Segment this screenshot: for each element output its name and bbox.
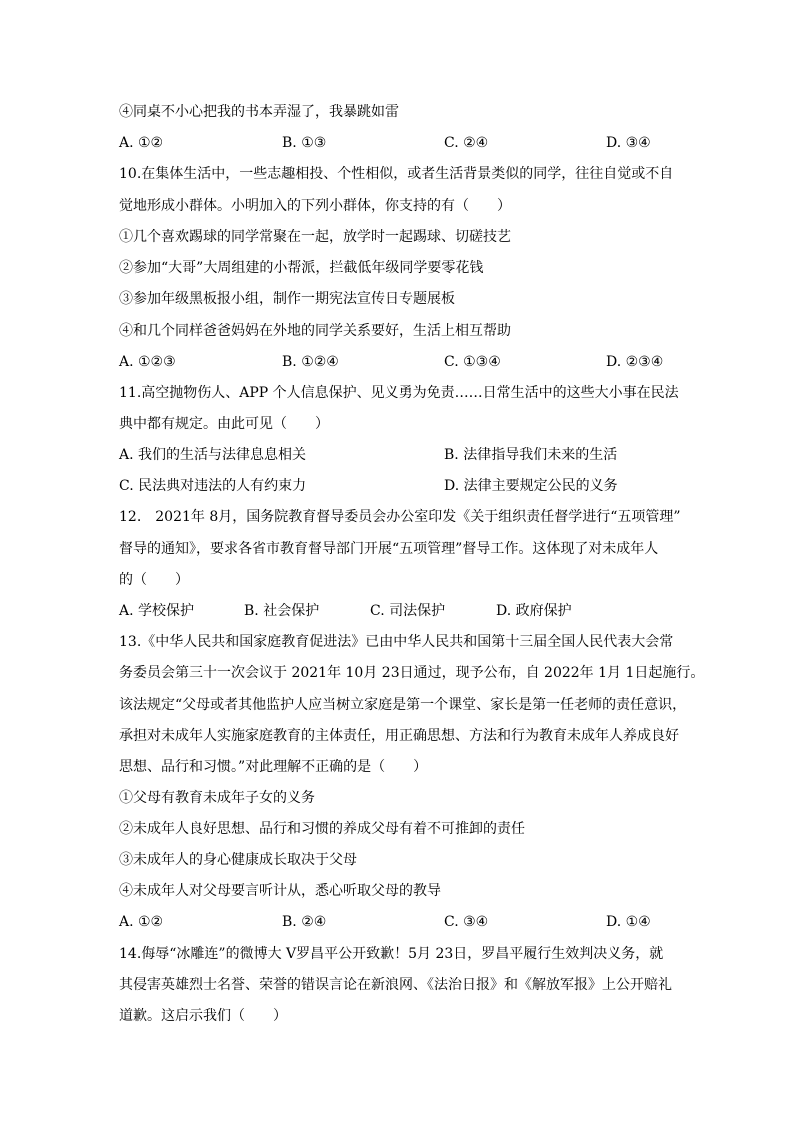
q10-option-d: D. ②③④ (606, 354, 664, 370)
q9-option-b: B. ①③ (282, 135, 327, 151)
q11-stem-line-1: 11.高空抛物伤人、APP 个人信息保护、见义勇为免责……日常生活中的这些大小事在民法 (119, 385, 679, 401)
q13-option-d: D. ①④ (606, 914, 651, 930)
q12-option-d: D. 政府保护 (496, 603, 572, 619)
q10-stem-line-1: 10.在集体生活中，一些志趣相投、个性相似，或者生活背景类似的同学，往往自觉或不自 (119, 166, 674, 182)
q12-stem-line-3: 的（ ） (119, 572, 189, 588)
q13-stem-line-2: 务委员会第三十一次会议于 2021年 10月 23日通过，现予公布，自 2022年 1月 1日起施行。 (119, 665, 705, 681)
q13-item-4: ④未成年人对父母要言听计从，悉心听取父母的教导 (119, 883, 441, 899)
q9-option-d: D. ③④ (606, 135, 651, 151)
q12-stem-line-1: 12. 2021年 8月，国务院教育督导委员会办公室印发《关于组织责任督学进行“五项管理” (119, 509, 681, 525)
q9-option-a: A. ①② (119, 135, 164, 151)
q13-item-2: ②未成年人良好思想、品行和习惯的养成父母有着不可推卸的责任 (119, 821, 525, 837)
q11-stem-line-2: 典中都有规定。由此可见（ ） (119, 416, 329, 432)
q11-option-a: A. 我们的生活与法律息息相关 (119, 447, 307, 463)
q14-stem-line-2: 其侵害英雄烈士名誉、荣誉的错误言论在新浪网、《法治日报》和《解放军报》上公开赔礼 (119, 977, 672, 993)
q13-stem-line-4: 承担对未成年人实施家庭教育的主体责任，用正确思想、方法和行为教育未成年人养成良好 (119, 728, 679, 744)
q11-option-c: C. 民法典对违法的人有约束力 (119, 478, 307, 494)
q10-option-c: C. ①③④ (444, 354, 501, 370)
q10-item-2: ②参加“大哥”大周组建的小帮派，拦截低年级同学要零花钱 (119, 260, 484, 276)
q12-option-a: A. 学校保护 (119, 603, 195, 619)
q13-stem-line-5: 思想、品行和习惯。”对此理解不正确的是（ ） (119, 759, 428, 775)
q10-item-3: ③参加年级黑板报小组，制作一期宪法宣传日专题展板 (119, 291, 455, 307)
q10-item-4: ④和几个同样爸爸妈妈在外地的同学关系要好，生活上相互帮助 (119, 323, 511, 339)
q13-item-1: ①父母有教育未成年子女的义务 (119, 790, 315, 806)
q10-option-b: B. ①②④ (282, 354, 339, 370)
q10-option-a: A. ①②③ (119, 354, 176, 370)
q9-option-c: C. ②④ (444, 135, 489, 151)
q13-option-a: A. ①② (119, 914, 164, 930)
q12-option-c: C. 司法保护 (370, 603, 446, 619)
q10-stem-line-2: 觉地形成小群体。小明加入的下列小群体，你支持的有（ ） (119, 198, 511, 214)
q13-stem-line-1: 13.《中华人民共和国家庭教育促进法》已由中华人民共和国第十三届全国人民代表大会常 (119, 634, 674, 650)
q14-stem-line-1: 14.侮辱“冰雕连”的微博大 V罗昌平公开致歉！5月 23日，罗昌平履行生效判决义务，就 (119, 946, 664, 962)
q10-item-1: ①几个喜欢踢球的同学常聚在一起，放学时一起踢球、切磋技艺 (119, 229, 511, 245)
q11-option-d: D. 法律主要规定公民的义务 (444, 478, 618, 494)
q13-option-c: C. ③④ (444, 914, 489, 930)
q12-stem-line-2: 督导的通知》，要求各省市教育督导部门开展“五项管理”督导工作。这体现了对未成年人 (119, 541, 659, 557)
q11-option-b: B. 法律指导我们未来的生活 (444, 447, 618, 463)
q13-stem-line-3: 该法规定“父母或者其他监护人应当树立家庭是第一个课堂、家长是第一任老师的责任意识， (119, 697, 687, 713)
q14-stem-line-3: 道歉。这启示我们（ ） (119, 1008, 287, 1024)
q12-option-b: B. 社会保护 (244, 603, 320, 619)
q13-item-3: ③未成年人的身心健康成长取决于父母 (119, 852, 357, 868)
q13-option-b: B. ②④ (282, 914, 327, 930)
q9-item-4: ④同桌不小心把我的书本弄湿了，我暴跳如雷 (119, 104, 399, 120)
